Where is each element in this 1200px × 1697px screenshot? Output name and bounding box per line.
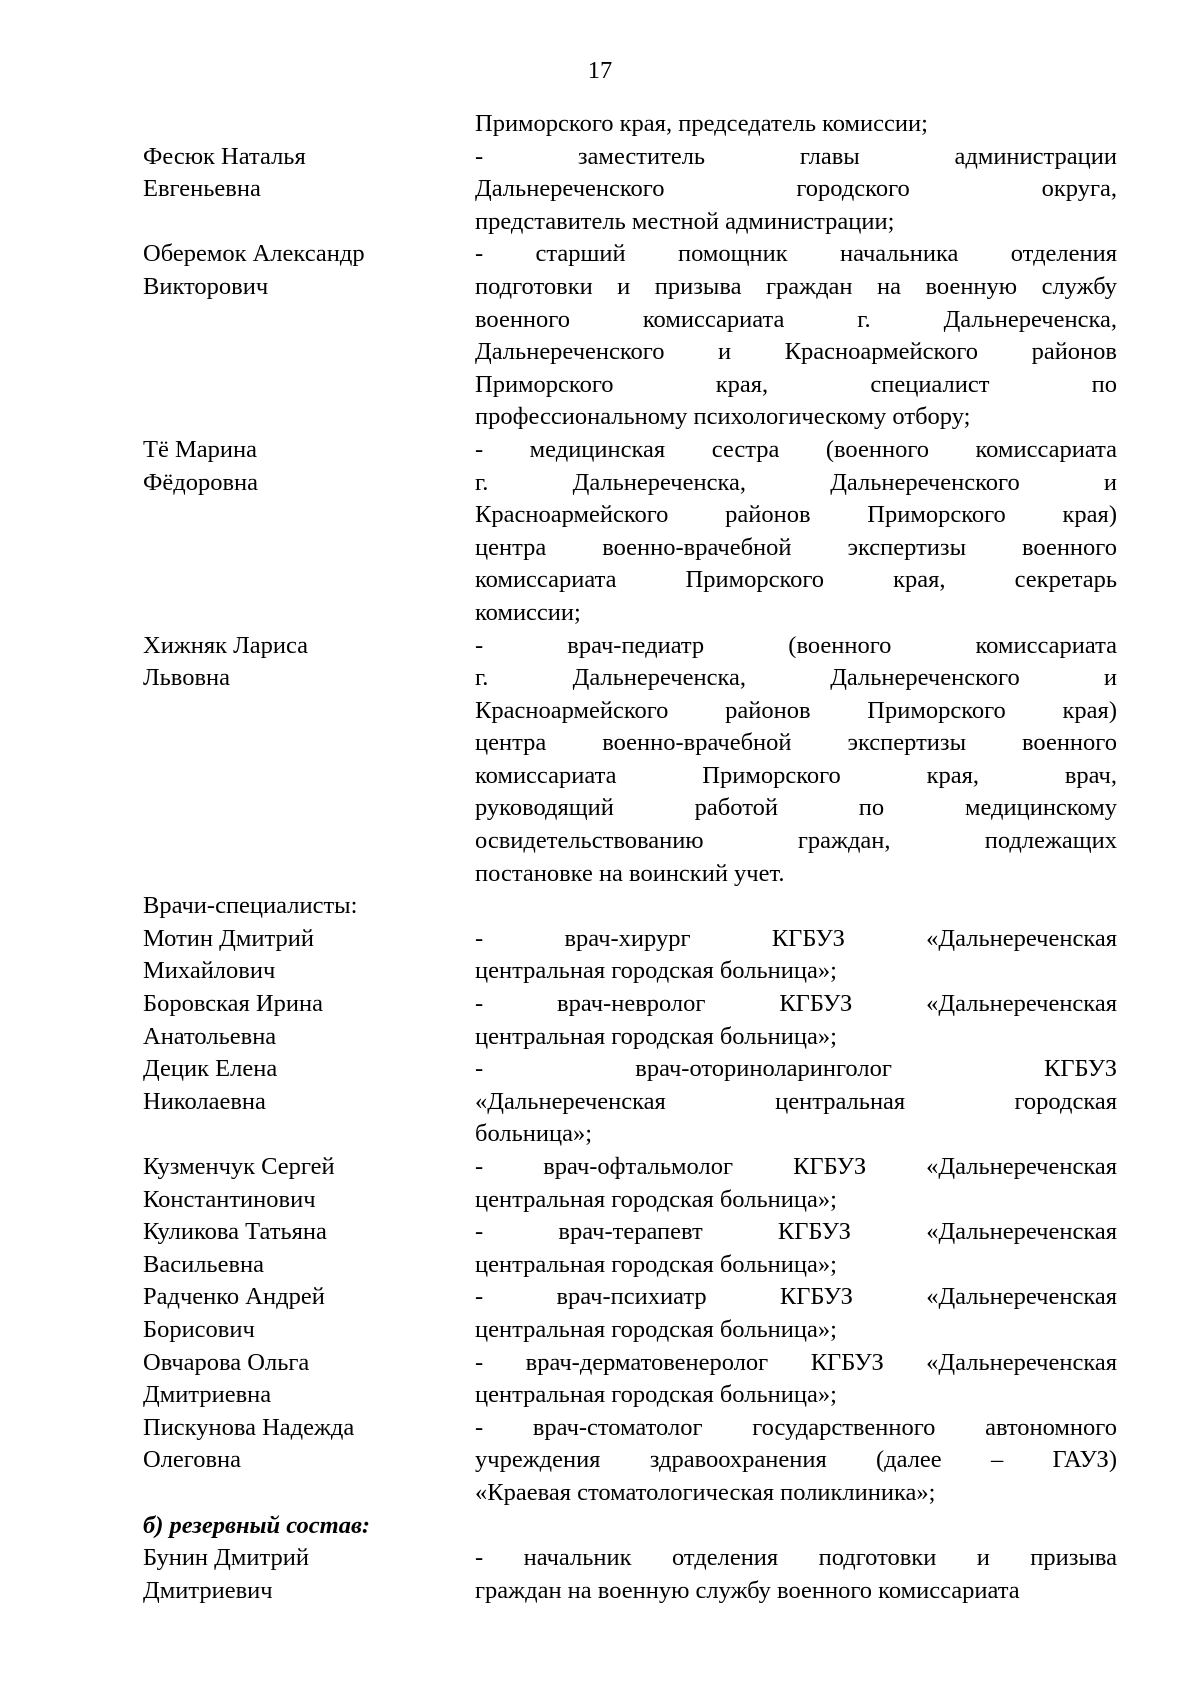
member-position: - старший помощник начальника отделения подготовки и призыва граждан на военную службу военного комиссариата г. Дальнереченска, Дальнереченского и Красноармейского районов Приморского края, специалист по профессиональному психологическому отбору; xyxy=(475,240,1117,431)
reserve-heading-row xyxy=(143,1510,1117,1543)
specialist-entry xyxy=(143,923,1117,988)
specialist-name: Куликова Татьяна Васильевна xyxy=(143,1218,327,1278)
specialist-name: Овчарова Ольга Дмитриевна xyxy=(143,1348,310,1409)
specialist-name: Пискунова Надежда Олеговна xyxy=(143,1413,355,1474)
specialist-name: Радченко Андрей Борисович xyxy=(143,1283,325,1343)
document-body xyxy=(143,108,1117,1607)
page-number: 17 xyxy=(587,57,613,84)
specialists-heading-row xyxy=(143,890,1117,923)
reserve-name: Бунин Дмитрий Дмитриевич xyxy=(143,1544,309,1604)
member-entry xyxy=(143,238,1117,434)
intro-row xyxy=(143,108,1117,141)
member-position: - врач-педиатр (военного комиссариата г. Дальнереченска, Дальнереченского и Красноармейского районов Приморского края) центра военно-врачебной экспертизы военного комиссариата Приморского края, врач, руководящий работой по медицинскому освидетельствованию граждан, подлежащих постановке на воинский учет. xyxy=(475,631,1117,887)
specialist-position: - врач-офтальмолог КГБУЗ «Дальнереченская центральная городская больница»; xyxy=(475,1153,1117,1213)
specialist-position: - врач-стоматолог государственного автономного учреждения здравоохранения (далее – ГАУЗ) «Краевая стоматологическая поликлиника»; xyxy=(475,1413,1117,1506)
specialist-entry xyxy=(143,1412,1117,1510)
reserve-position: - начальник отделения подготовки и призыва граждан на военную службу военного комиссариата xyxy=(475,1544,1117,1604)
specialist-entry xyxy=(143,1347,1117,1412)
specialist-position: - врач-терапевт КГБУЗ «Дальнереченская центральная городская больница»; xyxy=(475,1218,1117,1278)
specialist-position: - врач-хирург КГБУЗ «Дальнереченская центральная городская больница»; xyxy=(475,924,1117,985)
member-name: Хижняк Лариса Львовна xyxy=(143,631,309,692)
member-entry xyxy=(143,141,1117,239)
specialist-position: - врач-психиатр КГБУЗ «Дальнереченская центральная городская больница»; xyxy=(475,1283,1117,1343)
reserve-heading: б) резервный состав: xyxy=(143,1511,371,1539)
specialist-position: - врач-оториноларинголог КГБУЗ «Дальнереченская центральная городская больница»; xyxy=(475,1055,1117,1148)
member-entry xyxy=(143,434,1117,630)
member-name: Оберемок Александр Викторович xyxy=(143,240,365,300)
specialist-position: - врач-дерматовенеролог КГБУЗ «Дальнереченская центральная городская больница»; xyxy=(475,1348,1117,1409)
specialist-position: - врач-невролог КГБУЗ «Дальнереченская центральная городская больница»; xyxy=(475,990,1117,1050)
intro-line: Приморского края, председатель комиссии; xyxy=(475,110,928,137)
specialist-name: Мотин Дмитрий Михайлович xyxy=(143,924,314,985)
specialist-name: Децик Елена Николаевна xyxy=(143,1055,278,1115)
member-position: - заместитель главы администрации Дальнереченского городского округа, представитель местной администрации; xyxy=(475,142,1117,235)
specialist-entry xyxy=(143,988,1117,1053)
specialist-entry xyxy=(143,1216,1117,1281)
member-entry xyxy=(143,630,1117,891)
specialist-name: Кузменчук Сергей Константинович xyxy=(143,1153,335,1213)
specialist-name: Боровская Ирина Анатольевна xyxy=(143,990,323,1050)
specialists-heading: Врачи-специалисты: xyxy=(143,892,358,920)
specialist-entry xyxy=(143,1281,1117,1346)
reserve-entry xyxy=(143,1542,1117,1607)
member-position: - медицинская сестра (военного комиссариата г. Дальнереченска, Дальнереченского и Красноармейского районов Приморского края) центра военно-врачебной экспертизы военного комиссариата Приморского края, секретарь комиссии; xyxy=(475,435,1117,626)
member-name: Фесюк Наталья Евгеньевна xyxy=(143,142,306,203)
specialist-entry xyxy=(143,1151,1117,1216)
specialist-entry xyxy=(143,1053,1117,1151)
member-name: Тё Марина Фёдоровна xyxy=(143,435,258,496)
